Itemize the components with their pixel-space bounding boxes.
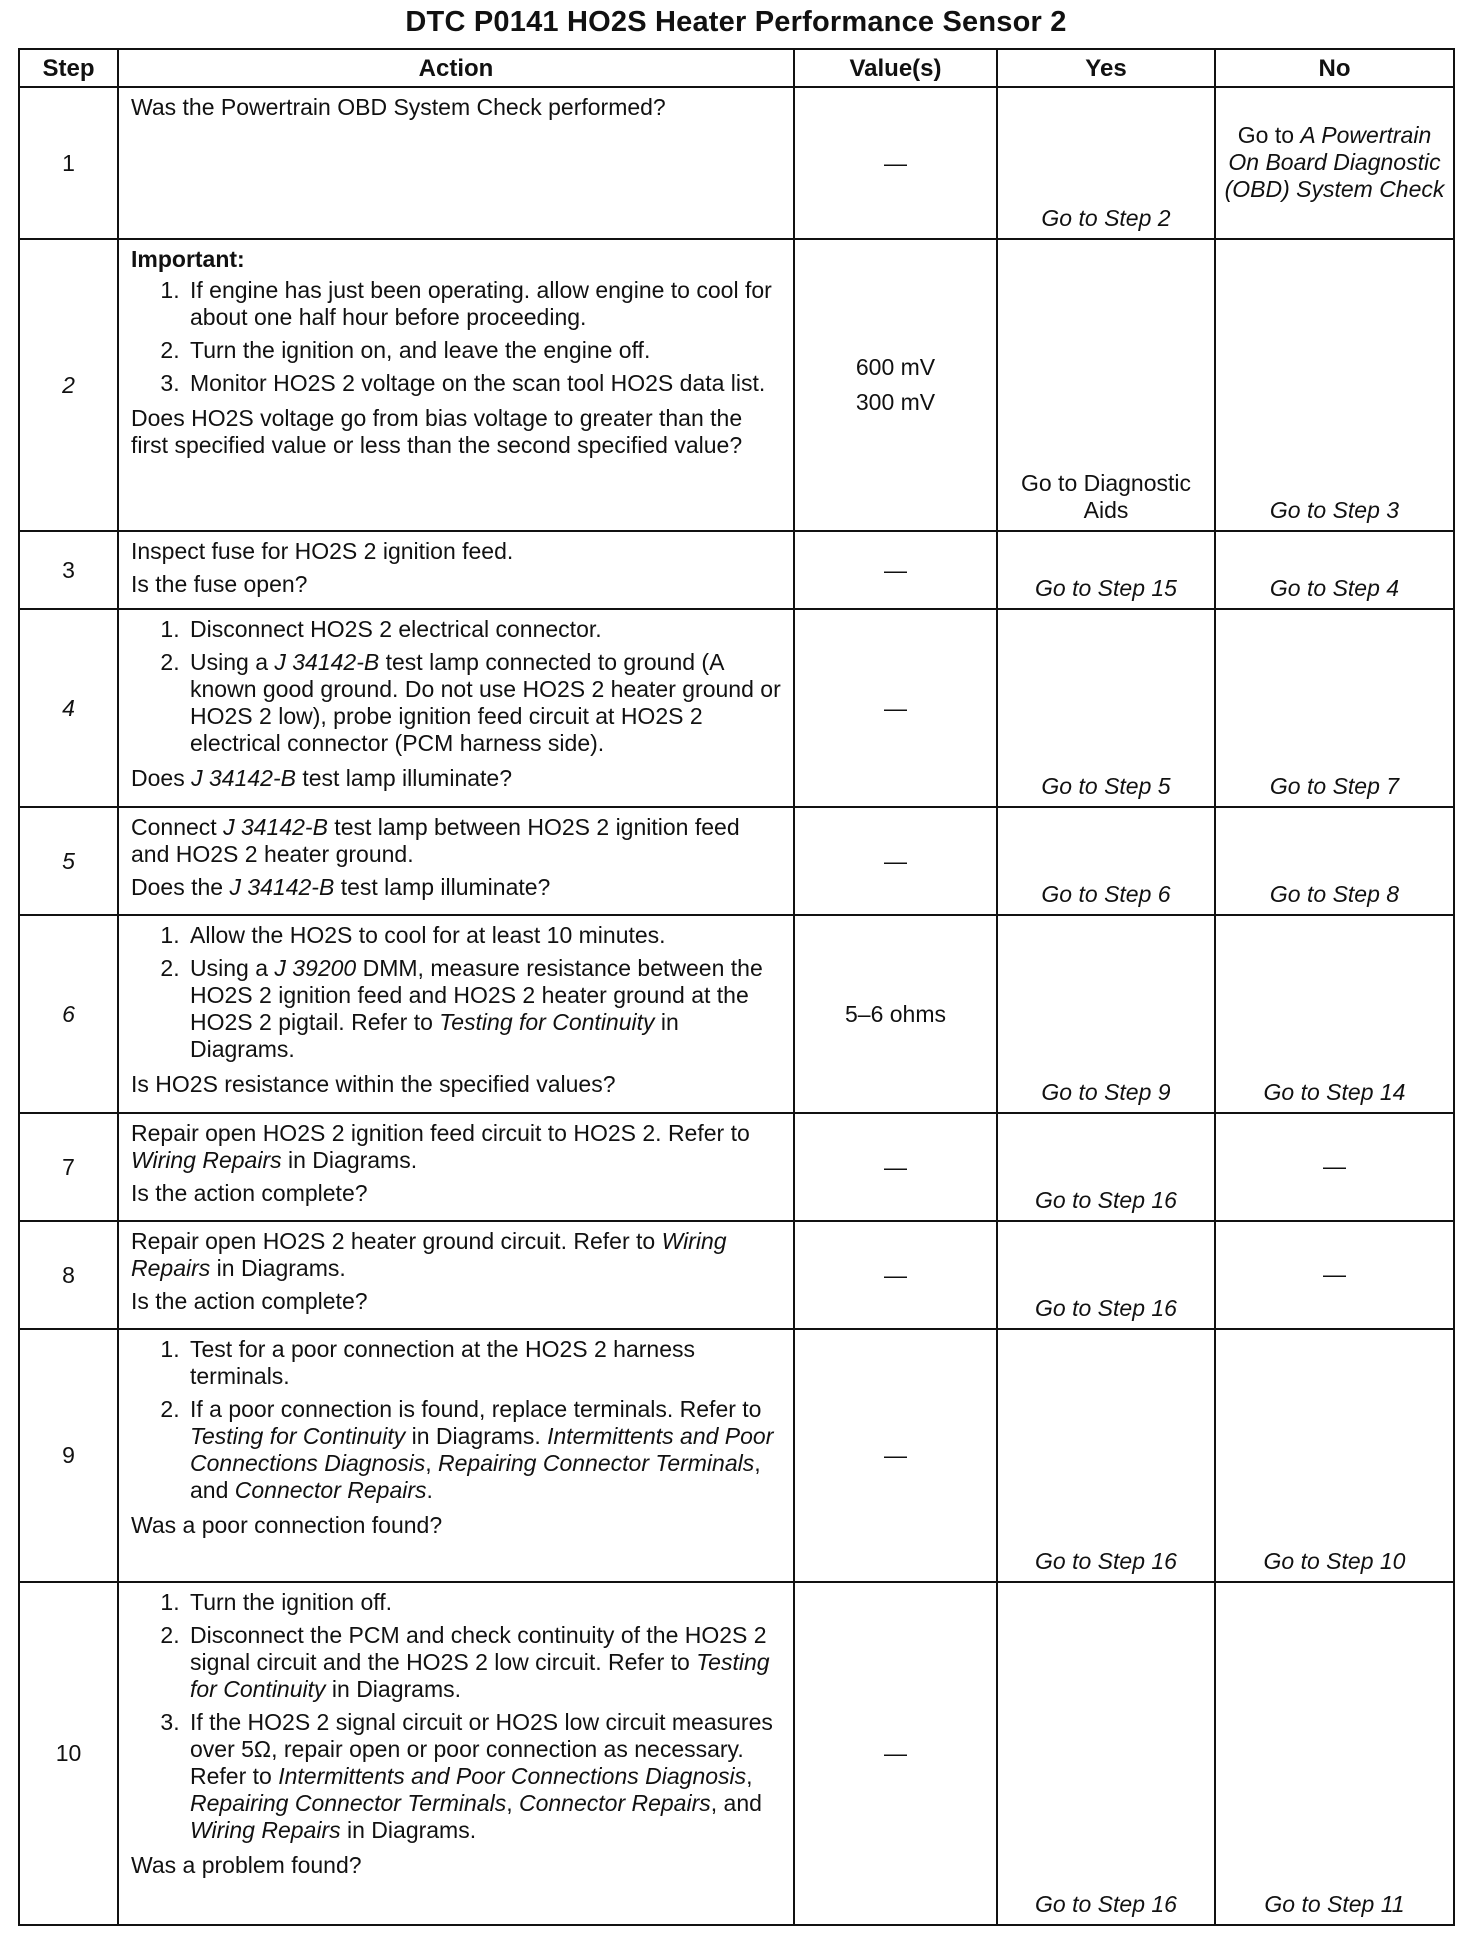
- action-text: in Diagrams.: [190, 1009, 679, 1062]
- action-text: test lamp connected to ground (A known good ground. Do not use HO2S 2 heater ground or HO2S 2 low), probe ignition feed circuit at HO2S 2 electrical connector (PCM harness side).: [190, 649, 781, 756]
- table-row: [19, 239, 1454, 531]
- no-cell: —: [1215, 1221, 1454, 1329]
- no-cell: Go to Step 11: [1215, 1582, 1454, 1925]
- document-reference: Repairing Connector Terminals: [190, 1790, 507, 1816]
- value-cell: 5–6 ohms: [794, 915, 997, 1113]
- document-reference: Wiring Repairs: [131, 1147, 282, 1173]
- step-number: 8: [19, 1221, 118, 1329]
- action-cell: [118, 1221, 794, 1329]
- action-text: Repair open HO2S 2 ignition feed circuit to HO2S 2. Refer to: [131, 1120, 750, 1146]
- step-number: 9: [19, 1329, 118, 1582]
- no-reference: A Powertrain On Board Diagnostic (OBD) System Check: [1224, 121, 1445, 202]
- action-question: [131, 874, 783, 901]
- action-question: Was a problem found?: [131, 1852, 362, 1878]
- action-text: Disconnect the PCM and check continuity of the HO2S 2 signal circuit and the HO2S 2 low circuit. Refer to: [190, 1622, 767, 1675]
- action-text: in Diagrams.: [405, 1423, 548, 1449]
- action-step: [186, 1622, 783, 1703]
- value-cell: —: [794, 807, 997, 915]
- action-text: test lamp illuminate?: [295, 765, 512, 791]
- step-number: 6: [19, 915, 118, 1113]
- no-cell: Go to Step 10: [1215, 1329, 1454, 1582]
- action-text: [131, 1120, 783, 1174]
- action-text: .: [426, 1477, 433, 1503]
- action-cell: [118, 1113, 794, 1221]
- action-step: [186, 649, 783, 757]
- action-step: 1. Allow the HO2S to cool for at least 10 minutes.: [186, 922, 783, 949]
- action-step: 3. Monitor HO2S 2 voltage on the scan tool HO2S data list.: [186, 370, 783, 397]
- table-row: [19, 609, 1454, 807]
- yes-cell: Go to Step 16: [997, 1221, 1215, 1329]
- document-reference: Wiring Repairs: [131, 1228, 727, 1281]
- action-text: in Diagrams.: [325, 1676, 461, 1702]
- page-title: DTC P0141 HO2S Heater Performance Sensor 2: [405, 6, 1067, 38]
- action-text: test lamp illuminate?: [334, 874, 551, 900]
- action-cell: [118, 1582, 794, 1925]
- no-cell: Go to Step 7: [1215, 609, 1454, 807]
- yes-cell: Go to Step 2: [997, 87, 1215, 239]
- table-row: [19, 915, 1454, 1113]
- action-text: Using a: [190, 955, 275, 981]
- table-row: [19, 1582, 1454, 1925]
- action-question: Is the action complete?: [131, 1180, 368, 1206]
- action-text: test lamp between HO2S 2 ignition feed and HO2S 2 heater ground.: [131, 814, 740, 867]
- action-cell: [118, 239, 794, 531]
- action-text: ,: [425, 1450, 439, 1476]
- header-values: Value(s): [794, 49, 997, 87]
- value-first: 600 mV: [855, 354, 936, 380]
- yes-cell: Go to Step 16: [997, 1113, 1215, 1221]
- value-cell: —: [794, 531, 997, 609]
- tool-reference: J 34142-B: [274, 649, 380, 675]
- yes-cell: Go to Step 16: [997, 1582, 1215, 1925]
- table-row: [19, 1113, 1454, 1221]
- step-number: 3: [19, 531, 118, 609]
- important-label: Important:: [131, 246, 245, 272]
- action-text: [131, 814, 783, 868]
- value-cell: —: [794, 1582, 997, 1925]
- action-question: Does HO2S voltage go from bias voltage to greater than the first specified value or less than the second specified value?: [131, 405, 743, 458]
- yes-cell: Go to Step 5: [997, 609, 1215, 807]
- document-reference: Testing for Continuity: [439, 1009, 655, 1035]
- document-reference: Testing for Continuity: [190, 1649, 770, 1702]
- action-text: , and: [710, 1790, 762, 1816]
- tool-reference: J 34142-B: [191, 765, 296, 791]
- action-steps: [131, 1589, 783, 1844]
- action-question: Was a poor connection found?: [131, 1512, 443, 1538]
- yes-cell: Go to Step 6: [997, 807, 1215, 915]
- yes-cell: Go to Step 16: [997, 1329, 1215, 1582]
- action-text: in Diagrams.: [340, 1817, 477, 1843]
- tool-reference: J 34142-B: [229, 874, 335, 900]
- no-cell: Go to Step 3: [1215, 239, 1454, 531]
- header-action: Action: [118, 49, 794, 87]
- action-steps: [131, 1336, 783, 1504]
- action-steps: [131, 616, 783, 757]
- document-reference: Connector Repairs: [234, 1477, 427, 1503]
- value-cell: —: [794, 609, 997, 807]
- action-text: Does: [131, 765, 192, 791]
- action-text: Using a: [190, 649, 275, 675]
- value-second: 300 mV: [855, 389, 936, 415]
- action-step: [186, 1396, 783, 1504]
- action-text: [131, 1228, 783, 1282]
- table-row: [19, 1221, 1454, 1329]
- value-cell: —: [794, 1329, 997, 1582]
- no-cell: Go to Step 14: [1215, 915, 1454, 1113]
- document-reference: Repairing Connector Terminals: [438, 1450, 755, 1476]
- value-cell: [794, 239, 997, 531]
- action-text: Inspect fuse for HO2S 2 ignition feed.: [131, 538, 514, 564]
- table-row: [19, 807, 1454, 915]
- action-steps: [131, 922, 783, 1063]
- action-cell: [118, 531, 794, 609]
- step-number: 2: [19, 239, 118, 531]
- header-yes: Yes: [997, 49, 1215, 87]
- action-step: [186, 955, 783, 1063]
- action-cell: [118, 807, 794, 915]
- action-step: 1. If engine has just been operating. allow engine to cool for about one half hour before proceeding.: [186, 277, 783, 331]
- action-step: 1. Turn the ignition off.: [186, 1589, 783, 1616]
- no-cell: Go to Step 8: [1215, 807, 1454, 915]
- action-cell: [118, 1329, 794, 1582]
- action-text: , and: [190, 1450, 761, 1503]
- action-text: If the HO2S 2 signal circuit or HO2S low circuit measures over 5Ω, repair open or poor connection as necessary. Refer to: [190, 1709, 773, 1789]
- action-text: Repair open HO2S 2 heater ground circuit. Refer to: [131, 1228, 662, 1254]
- yes-cell: Go to Diagnostic Aids: [997, 239, 1215, 531]
- step-number: 1: [19, 87, 118, 239]
- action-cell: [118, 915, 794, 1113]
- no-cell: [1215, 87, 1454, 239]
- step-number: 10: [19, 1582, 118, 1925]
- value-cell: —: [794, 87, 997, 239]
- tool-reference: J 34142-B: [223, 814, 328, 840]
- tool-reference: J 39200: [274, 955, 357, 981]
- action-step: [186, 1709, 783, 1844]
- step-number: 7: [19, 1113, 118, 1221]
- action-cell: [118, 609, 794, 807]
- header-row: [19, 49, 1454, 87]
- document-reference: Connector Repairs: [518, 1790, 711, 1816]
- table-row: [19, 1329, 1454, 1582]
- action-question: Was the Powertrain OBD System Check performed?: [131, 94, 666, 120]
- value-cell: —: [794, 1221, 997, 1329]
- yes-cell: Go to Step 15: [997, 531, 1215, 609]
- value-cell: —: [794, 1113, 997, 1221]
- table-row: [19, 87, 1454, 239]
- action-text: in Diagrams.: [281, 1147, 418, 1173]
- action-steps: [131, 277, 783, 397]
- header-no: No: [1215, 49, 1454, 87]
- action-text: in Diagrams.: [210, 1255, 346, 1281]
- action-text: Connect: [131, 814, 224, 840]
- header-step: Step: [19, 49, 118, 87]
- no-cell: Go to Step 4: [1215, 531, 1454, 609]
- action-text: ,: [746, 1763, 753, 1789]
- step-number: 4: [19, 609, 118, 807]
- action-step: 1. Disconnect HO2S 2 electrical connector.: [186, 616, 783, 643]
- action-question: Is the action complete?: [131, 1288, 368, 1314]
- document-reference: Intermittents and Poor Connections Diagnosis: [278, 1763, 747, 1789]
- action-text: ,: [506, 1790, 519, 1816]
- table-row: [19, 531, 1454, 609]
- no-prefix: Go to: [1237, 121, 1301, 148]
- action-step: 1. Test for a poor connection at the HO2S 2 harness terminals.: [186, 1336, 783, 1390]
- yes-cell: Go to Step 9: [997, 915, 1215, 1113]
- document-reference: Wiring Repairs: [190, 1817, 341, 1843]
- action-question: Is HO2S resistance within the specified values?: [131, 1071, 616, 1097]
- action-text: Does the: [131, 874, 230, 900]
- action-step: 2. Turn the ignition on, and leave the engine off.: [186, 337, 783, 364]
- diagnostic-table: [18, 48, 1455, 1926]
- no-cell: —: [1215, 1113, 1454, 1221]
- document-reference: Testing for Continuity: [190, 1423, 406, 1449]
- action-text: DMM, measure resistance between the HO2S 2 ignition feed and HO2S 2 heater ground at the HO2S 2 pigtail. Refer to: [190, 955, 763, 1035]
- action-question: Is the fuse open?: [131, 571, 308, 597]
- action-text: If a poor connection is found, replace terminals. Refer to: [190, 1396, 762, 1422]
- action-question: [131, 765, 783, 792]
- action-cell: [118, 87, 794, 239]
- step-number: 5: [19, 807, 118, 915]
- document-reference: Intermittents and Poor Connections Diagnosis: [190, 1423, 774, 1476]
